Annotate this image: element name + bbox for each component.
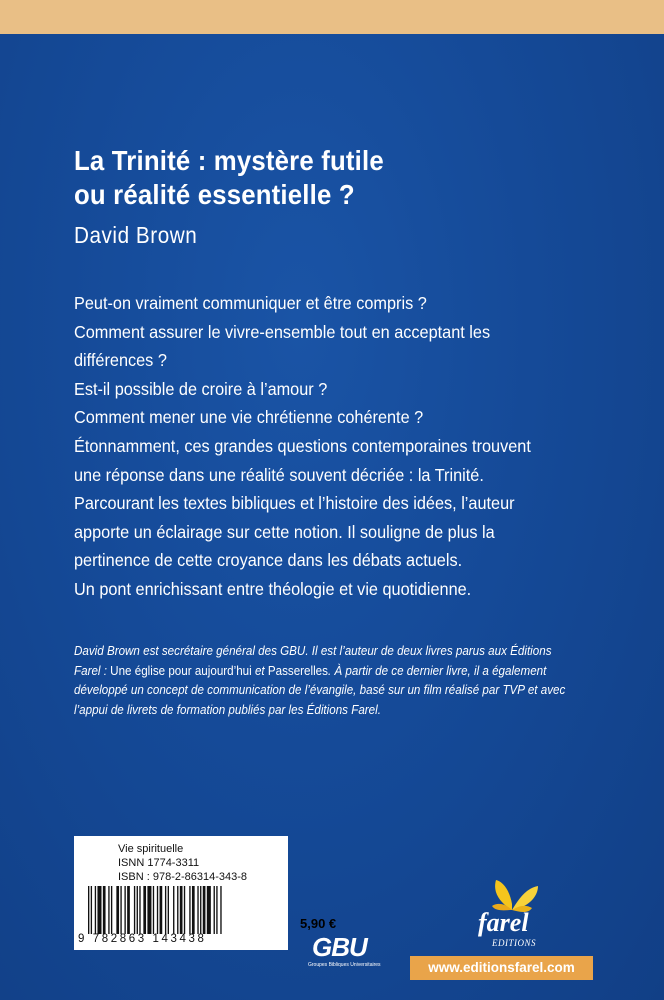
barcode-bar — [111, 886, 112, 934]
barcode-bar — [203, 886, 206, 934]
barcode-bar — [165, 886, 166, 934]
barcode-info — [118, 842, 247, 884]
barcode-bar — [192, 886, 195, 934]
barcode-panel — [74, 836, 288, 950]
bio-text: David Brown est secrétaire général des GBU. Il est l’auteur de deux livres parus aux Éditions Farel : — [74, 644, 552, 678]
farel-logo-subtitle: EDITIONS — [492, 938, 536, 948]
gbu-logo-text: GBU — [312, 932, 367, 962]
barcode-bar — [97, 886, 101, 934]
barcode-bar — [184, 886, 185, 934]
blurb-paragraph: Étonnamment, ces grandes questions contemporaines trouvent une réponse dans une réalité souvent décriée : la Trinité. — [74, 435, 531, 485]
blurb-paragraph: Un pont enrichissant entre théologie et vie quotidienne. — [74, 578, 472, 599]
bio-text: et — [251, 663, 268, 678]
bio-book-title: Une église pour aujourd’hui — [110, 663, 252, 678]
blurb-paragraph: Est-il possible de croire à l’amour ? — [74, 378, 328, 399]
website-url[interactable]: www.editionsfarel.com — [410, 956, 593, 980]
barcode-bar — [216, 886, 217, 934]
isbn-label: ISBN : 978-2-86314-343-8 — [118, 871, 248, 883]
barcode-bar — [157, 886, 158, 934]
barcode-bar — [180, 886, 183, 934]
barcode-bar — [103, 886, 106, 934]
barcode-bar — [197, 886, 198, 934]
title-line-2: ou réalité essentielle ? — [74, 179, 355, 210]
category-label: Vie spirituelle — [118, 843, 184, 855]
barcode-bar — [153, 886, 154, 934]
barcode-digits: 9 782863 143438 — [78, 933, 207, 945]
book-title — [74, 144, 571, 212]
farel-logo — [462, 876, 552, 960]
barcode-bar — [189, 886, 190, 934]
farel-logo-text: farel — [478, 908, 529, 937]
bio-book-title: Passerelles — [267, 663, 328, 678]
barcode-bar — [88, 886, 89, 934]
author-name: David Brown — [74, 222, 198, 248]
barcode-bar — [127, 886, 130, 934]
barcode-bars — [86, 886, 280, 934]
barcode-bar — [108, 886, 109, 934]
barcode-bar — [143, 886, 146, 934]
barcode-bar — [137, 886, 138, 934]
barcode-bar — [120, 886, 121, 934]
blurb — [74, 289, 558, 604]
barcode-bar — [168, 886, 169, 934]
title-line-1: La Trinité : mystère futile — [74, 145, 384, 176]
barcode-bar — [214, 886, 215, 934]
barcode-bar — [95, 886, 96, 934]
blurb-paragraph: Peut-on vraiment communiquer et être compris ? — [74, 293, 427, 313]
blurb-paragraph: Parcourant les textes bibliques et l’histoire des idées, l’auteur apporte un éclairage sur cette notion. Il souligne de plus la pertinence de cette croyance dans les débats actuels. — [74, 493, 515, 571]
barcode-bar — [200, 886, 201, 934]
bio-text: . À partir de ce dernier livre, il a également développé un concept de communication de l’évangile, basé sur un film réalisé par TVP et avec l’appui de livrets de formation publiés par les Éditions Farel. — [74, 663, 566, 717]
barcode-bar — [91, 886, 92, 934]
barcode-bar — [207, 886, 211, 934]
barcode-bar — [147, 886, 151, 934]
barcode-bar — [116, 886, 119, 934]
price: 5,90 € — [300, 916, 337, 931]
gbu-logo — [308, 932, 388, 972]
gbu-logo-subtitle: Groupes Bibliques Universitaires — [308, 962, 381, 968]
barcode-bar — [134, 886, 135, 934]
barcode-bar — [124, 886, 125, 934]
barcode-bar — [139, 886, 140, 934]
barcode-bar — [220, 886, 221, 934]
author-bio — [74, 642, 567, 720]
barcode-bar — [173, 886, 174, 934]
barcode-bar — [177, 886, 178, 934]
blurb-paragraph: Comment mener une vie chrétienne cohérente ? — [74, 407, 424, 428]
blurb-paragraph: Comment assurer le vivre-ensemble tout en acceptant les différences ? — [74, 321, 491, 371]
issn-label: ISNN 1774-3311 — [118, 857, 200, 869]
barcode-bar — [160, 886, 163, 934]
